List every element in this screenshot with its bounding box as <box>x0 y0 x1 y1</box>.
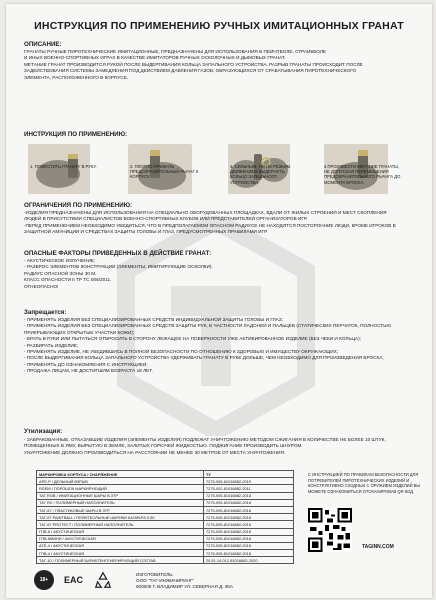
table-row: ГПВ-6МИНИ / АКУСТИЧЕСКАЯ 7275-005-81016882-2018 <box>37 535 294 542</box>
table-row: ТАГ-67 PAINTBALL / ПЕЙНТБОЛЬНЫЕ ШАРИКИ КАЛИБРА 0.50 7275-005-81016882-2018 <box>37 514 294 521</box>
limits-text: -ИЗДЕЛИЯ ПРЕДНАЗНАЧЕНЫ ДЛЯ ИСПОЛЬЗОВАНИЯ НА СПЕЦИАЛЬНО ОБОРУДОВАННЫХ ПЛОЩАДКАХ, ВДАЛИ ОТ ЖИЛЫХ СТРОЕНИЙ И МЕСТ СКОПЛЕНИЯ ЛЮДЕЙ В ПРИСУТСТВИИ СПЕЦИАЛИСТОВ ВОЕННО-СПОРТИВНЫХ КЛУБОВ ИЛИ ПРЕДСТАВИТЕЛЕЙ ОРГАНИЗАТОРОВ ИГР. -ПЕРЕД ПРИМЕНЕНИЕМ НЕОБХОДИМО УБЕДИТЬСЯ, ЧТО В ПРЕДПОЛАГАЕМОМ ОПАСНОМ РАДИУСЕ НЕ НАХОДЯТСЯ ПОСТОРОННИЕ ЛЮДИ, КРОМЕ ИГРОКОВ В ЗАЩИТНОЙ АМУНИЦИИ И СРЕДСТВАХ ЗАЩИТЫ ГОЛОВЫ И ГЛАЗ, ПРЕДУСМОТРЕННЫХ ПРАВИЛАМИ ИГР. <box>24 210 396 235</box>
step-2-caption: 2. ПЛОТНО ПРИЖАТЬ ПРЕДОХРАНИТЕЛЬНЫЙ РЫЧАГ К КОРПУСУ. <box>130 164 199 180</box>
description-heading: ОПИСАНИЕ: <box>24 41 62 48</box>
website-link[interactable]: TAGINN.COM <box>362 544 394 550</box>
usage-heading: ИНСТРУКЦИЯ ПО ПРИМЕНЕНИЮ: <box>24 131 128 138</box>
description-text: ГРАНАТЫ РУЧНЫЕ ПИРОТЕХНИЧЕСКИЕ ИМИТАЦИОННЫЕ, ПРЕДНАЗНАЧЕНЫ ДЛЯ ИСПОЛЬЗОВАНИЯ В ПЕЙНТБОЛЕ, СТРАЙКБОЛЕ И ИНЫХ ВОЕННО-СПОРТИВНЫХ ИГРАХ В КАЧЕСТВЕ ИМИТАТОРОВ РУЧНЫХ ОСКОЛОЧНЫХ И ДЫМОВЫХ ГРАНАТ. МЕТАНИЕ ГРАНАТ ПРОИЗВОДИТСЯ РУКОЙ ПОСЛЕ ВЫДЕРГИВАНИЯ КОЛЬЦА ЗАПАЛЬНОГО УСТРОЙСТВА. РАЗРЫВ ГРАНАТЫ ПРОИСХОДИТ ПОСЛЕ ЗАДЕЙСТВОВАНИЯ СИСТЕМЫ ЗАМЕДЛЕНИЯ ПОД ДЕЙСТВИЕМ ДАВЛЕНИЯ ГАЗОВ, ОБРАЗУЮЩИХСЯ ОТ СРАБАТЫВАНИЯ ПИРОТЕХНИЧЕСКОГО ЭЛЕМЕНТА, РАСПОЛОЖЕННОГО В КОРПУСЕ. <box>24 49 363 80</box>
table-row: АРЕ-Р / ДЕЛЬНЫЙ ВЗРЫВ 7275-005-81016882-2019 <box>37 478 294 485</box>
step-1-caption: 1. ПОМЕСТИТЬ ГРАНАТУ В РУКУ. <box>30 164 97 169</box>
table-row: ГПВ-4 / АКУСТИЧЕСКАЯ 7275-005-81016882-2018 <box>37 550 294 557</box>
hazards-text: - АКУСТИЧЕСКОЕ ИЗЛУЧЕНИЕ; - РАЗБРОС ЭЛЕМЕНТОВ КОНСТРУКЦИИ (ЭЛЕМЕНТЫ, ИМИТИРУЮЩИЕ ОСКОЛКИ). РАДИУС ОПАСНОЙ ЗОНЫ 30 М. КЛАСС ОПАСНОСТИ II ТР ТС 006/2011. ОГНЕОПАСНО! <box>24 258 213 289</box>
qr-note: С ИНСТРУКЦИЕЙ ПО ПРАВИЛАМ БЕЗОПАСНОСТИ ДЛЯ ПОТРЕБИТЕЛЕЙ ПИРОТЕХНИЧЕСКИХ ИЗДЕЛИЙ И КОНСТРУКТИВНО СХОДНЫХ С ОРУЖИЕМ ИЗДЕЛИЙ ВЫ МОЖЕТЕ ОЗНАКОМИТЬСЯ ОТСКАНИРОВАВ QR КОД. <box>308 472 421 494</box>
table-row: ГПВ-6 / АКУСТИЧЕСКАЯ 7275-005-81016882-2018 <box>37 528 294 535</box>
table-row: RGEM / ПОРОШОК МАРКИРУЮЩИЙ 7275-002-81016882-2011 <box>37 485 294 492</box>
table-row: АГЕ-4 / АКУСТИЧЕСКАЯ 7275-005-81016882-2018 <box>37 542 294 549</box>
disposal-heading: Утилизация: <box>24 428 63 435</box>
forbidden-text: - ПРИМЕНЯТЬ ИЗДЕЛИЯ БЕЗ СПЕЦИАЛИЗИРОВАННЫХ СРЕДСТВ ИНДИВИДУАЛЬНОЙ ЗАЩИТЫ ГОЛОВЫ И ГЛАЗ; - ПРИМЕНЯТЬ ИЗДЕЛИЯ БЕЗ СПЕЦИАЛИЗИРОВАННЫХ СРЕДСТВ ЗАЩИТЫ РУК, В ЧАСТНОСТИ ЛАДОНЕЙ И ПАЛЬЦЕВ (СТАТИЧЕСКИХ ПЕРЧАТОК, ПОЛНОСТЬЮ ПРИКРЫВАЮЩИХ ОТКРЫТЫЕ УЧАСТКИ КОЖИ); - БРАТЬ В РУКИ ИЛИ ПЫТАТЬСЯ ОТБРОСИТЬ В СТОРОНУ ЛЕЖАЩЕЕ НА ПОВЕРХНОСТИ УЖЕ АКТИВИРОВАННОЕ ИЗДЕЛИЕ (БЕЗ ЧЕКИ И КОЛЬЦА); - РАЗБИРАТЬ ИЗДЕЛИЕ; - ПРИМЕНЯТЬ ИЗДЕЛИЕ, НЕ УБЕДИВШИСЬ В ПОЛНОЙ БЕЗОПАСНОСТИ ПО ОТНОШЕНИЮ К ЗДОРОВЬЮ И ИМУЩЕСТВУ ОКРУЖАЮЩИХ; - ПОСЛЕ ВЫДЕРГИВАНИЯ КОЛЬЦА ЗАПАЛЬНОГО УСТРОЙСТВА УДЕРЖИВАТЬ ГРАНАТУ В РУКЕ ДОЛЬШЕ, ЧЕМ НЕОБХОДИМО ДЛЯ ПРОИЗВЕДЕНИЯ БРОСКА; - ПРИМЕНЯТЬ ДО ОЗНАКОМЛЕНИЯ С ИНСТРУКЦИЕЙ; - ПРОДАЖА ЛИЦАМ, НЕ ДОСТИГШИМ ВОЗРАСТА 18 ЛЕТ. <box>24 317 392 374</box>
table-header-row: МАРКИРОВКА КОРПУСА / СНАРЯЖЕНИЕ ТУ <box>37 471 294 478</box>
recycle-icon <box>94 571 112 589</box>
qr-code[interactable] <box>308 508 352 552</box>
instruction-sheet <box>6 4 432 598</box>
age-18-badge: 18+ <box>34 570 54 590</box>
step-4-caption: 4.ПРОИЗВЕСТИ МЕТАНИЕ ГРАНАТЫ, НЕ ДОПУСКАЯ ПЕРЕМЕЩЕНИЯ ПРЕДОХРАНИТЕЛЬНОГО РЫЧАГА ДО МОМЕНТА БРОСКА. <box>324 164 401 185</box>
step-3-caption: 3. СИЛЬНЫМ, НО НЕ РЕЗКИМ, ДВИЖЕНИЕМ ВЫДЕРНУТЬ КОЛЬЦО ЗАПАЛЬНОГО УСТРОЙСТВА. <box>230 164 292 185</box>
page-title: ИНСТРУКЦИЯ ПО ПРИМЕНЕНИЮ РУЧНЫХ ИМИТАЦИОННЫХ ГРАНАТ <box>34 20 404 32</box>
limits-heading: ОГРАНИЧЕНИЯ ПО ПРИМЕНЕНИЮ: <box>24 202 133 209</box>
forbidden-heading: Запрещается: <box>24 309 67 316</box>
table-row: ТАГ RGB / ИМИТАЦИОННЫЕ ШАРЫ В ЗТР 7275-005-81016882-2018 <box>37 492 294 499</box>
eac-mark: EAC <box>64 575 84 585</box>
manufacturer-info: ИЗГОТОВИТЕЛЬ: ООО "ТАГ-ИНЖИНИРИНГ" 600009 Г. ВЛАДИМИР УЛ. СЕВЕРНАЯ Д. 38А <box>136 572 233 589</box>
table-row: ТАГ RV / ПОЛИМЕРНЫЙ НАПОЛНИТЕЛЬ 7275-005-81016882-2018 <box>37 499 294 506</box>
product-table <box>36 470 294 564</box>
hazards-heading: ОПАСНЫЕ ФАКТОРЫ ПРИВЕДЕННЫХ В ДЕЙСТВИЕ ГРАНАТ: <box>24 250 212 257</box>
disposal-text: - ЗАБРАКОВАННЫЕ, ОТКАЗАВШИЕ ИЗДЕЛИЯ (ЭЛЕМЕНТЫ ИЗДЕЛИЯ) ПОДЛЕЖАТ УНИЧТОЖЕНИЮ МЕТОДОМ СЖИГАНИЯ В КОЛИЧЕСТВЕ НЕ БОЛЕЕ 10 ШТУК, ПОМЕЩЕННЫХ В ЯМУ, ВЫРЫТУЮ В ЗЕМЛЕ, ЗАЛИТЫХ ГОРЮЧЕЙ ЖИДКОСТЬЮ. ПОДЖИГАНИЕ ПРОИЗВОДИТЬ ШНУРОМ. УНИЧТОЖЕНИЕ ДОЛЖНО ПРОИЗВОДИТЬСЯ НА РАССТОЯНИИ НЕ МЕНЕЕ 30 МЕТРОВ ОТ МЕСТА УНИЧТОЖЕНИЯ. <box>24 437 386 455</box>
table-row: ТАГ-10 / ПОЛИМЕРНЫЙ БАРИКТЕНГЕНЕРИРУЮЩИЙ СОСТАВ 20.51.14-012-81016882-2020 <box>37 557 294 564</box>
table-row: ТАГ-67 PROTECT / ПОЛИМЕРНЫЙ НАПОЛНИТЕЛЬ 7275-005-81016882-2018 <box>37 521 294 528</box>
table-row: ТАГ-67 / ПЛАСТИКОВЫЕ ШАРЫ В ЗТР 7275-005-81016882-2018 <box>37 506 294 513</box>
